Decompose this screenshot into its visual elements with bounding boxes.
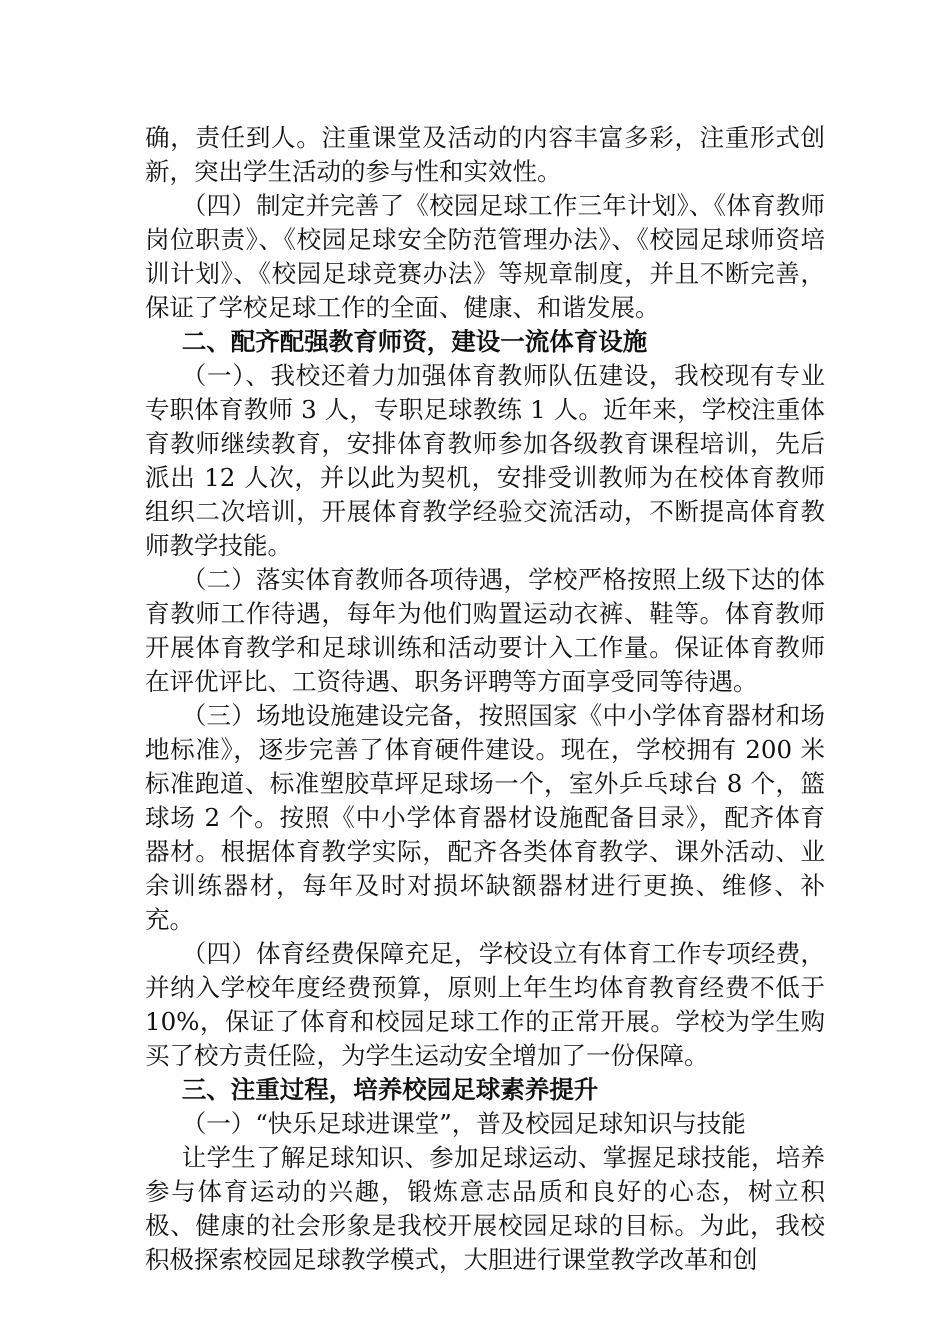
paragraph-continuation: 确，责任到人。注重课堂及活动的内容丰富多彩，注重形式创新，突出学生活动的参与性和实效性。 bbox=[145, 123, 825, 186]
paragraph-regulations: （四）制定并完善了《校园足球工作三年计划》、《体育教师岗位职责》、《校园足球安全防范管理办法》、《校园足球师资培训计划》、《校园足球竞赛办法》等规章制度，并且不断完善，保证了学校足球工作的全面、健康、和谐发展。 bbox=[145, 191, 825, 322]
paragraph-funding: （四）体育经费保障充足，学校设立有体育工作专项经费，并纳入学校年度经费预算，原则上年生均体育教育经费不低于 10%，保证了体育和校园足球工作的正常开展。学校为学生购买了校方责任险，为学生运动安全增加了一份保障。 bbox=[145, 939, 825, 1070]
paragraph-teacher-team: （一）、我校还着力加强体育教师队伍建设，我校现有专业专职体育教师 3 人，专职足球教练 1 人。近年来，学校注重体育教师继续教育，安排体育教师参加各级教育课程培训，先后派出 12 人次，并以此为契机，安排受训教师为在校体育教师组织二次培训，开展体育教学经验交流活动，不断提高体育教师教学技能。 bbox=[145, 361, 825, 560]
paragraph-goals: 让学生了解足球知识、参加足球运动、掌握足球技能，培养参与体育运动的兴趣，锻炼意志品质和良好的心态，树立积极、健康的社会形象是我校开展校园足球的目标。为此，我校积极探索校园足球教学模式，大胆进行课堂教学改革和创 bbox=[145, 1143, 825, 1274]
document-page bbox=[145, 121, 825, 1277]
paragraph-teacher-benefits: （二）落实体育教师各项待遇，学校严格按照上级下达的体育教师工作待遇，每年为他们购置运动衣裤、鞋等。体育教师 开展体育教学和足球训练和活动要计入工作量。保证体育教师在评优评比、工资待遇、职务评聘等方面享受同等待遇。 bbox=[145, 565, 825, 696]
section-heading-3: 三、注重过程，培养校园足球素养提升 bbox=[181, 1075, 599, 1104]
section-heading-2: 二、配齐配强教育师资，建设一流体育设施 bbox=[181, 327, 648, 356]
paragraph-subheading-classroom: （一）“快乐足球进课堂”，普及校园足球知识与技能 bbox=[181, 1109, 746, 1138]
paragraph-facilities: （三）场地设施建设完备，按照国家《中小学体育器材和场地标准》，逐步完善了体育硬件建设。现在，学校拥有 200 米标准跑道、标准塑胶草坪足球场一个，室外乒乓球台 8 个，篮球场 2 个。按照《中小学体育器材设施配备目录》，配齐体育器材。根据体育教学实际，配齐各类体育教学、课外活动、业余训练器材，每年及时对损坏缺额器材进行更换、维修、补充。 bbox=[145, 701, 825, 934]
